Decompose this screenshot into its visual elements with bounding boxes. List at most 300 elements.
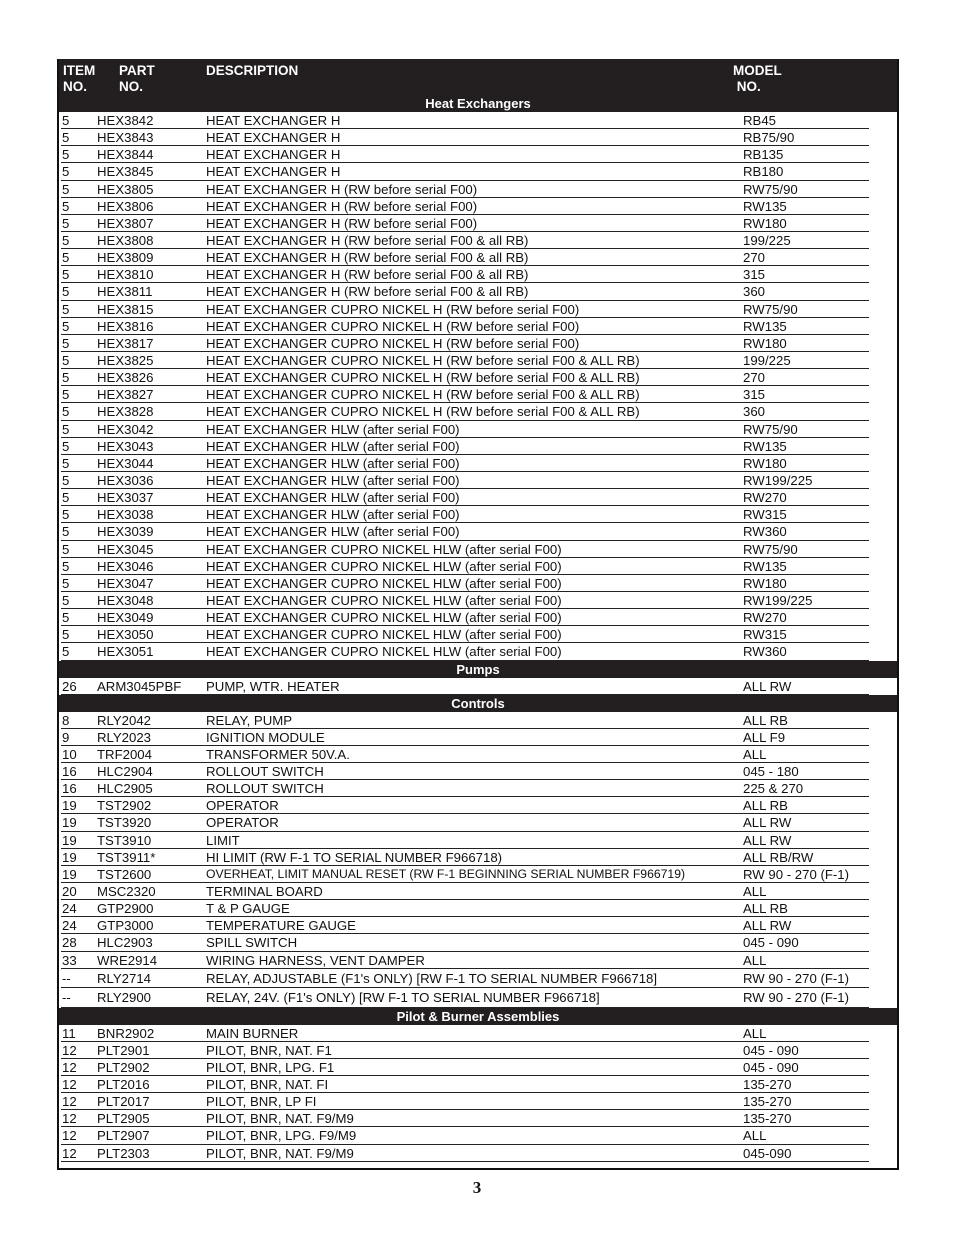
item-cell: 5 xyxy=(62,335,70,351)
part-cell: HEX3817 xyxy=(97,335,154,351)
part-cell: HEX3828 xyxy=(97,404,154,420)
part-cell: HEX3039 xyxy=(97,524,154,540)
item-cell: 5 xyxy=(62,404,70,420)
description-cell: RELAY, PUMP xyxy=(206,712,292,728)
item-cell: 5 xyxy=(62,387,70,403)
model-cell: 135-270 xyxy=(743,1111,792,1127)
table-row xyxy=(59,832,897,849)
model-cell: ALL RB xyxy=(743,798,788,814)
part-cell: HEX3811 xyxy=(97,284,153,300)
part-cell: HEX3049 xyxy=(97,610,154,626)
description-cell: PILOT, BNR, NAT. FI xyxy=(206,1076,329,1092)
item-cell: 12 xyxy=(62,1094,77,1110)
item-cell: 12 xyxy=(62,1111,77,1127)
description-cell: HEAT EXCHANGER HLW (after serial F00) xyxy=(206,455,460,471)
description-cell: IGNITION MODULE xyxy=(206,729,325,745)
section-header: Heat Exchangers xyxy=(59,95,897,112)
table-row xyxy=(59,1110,897,1127)
table-row xyxy=(59,780,897,797)
part-cell: HEX3047 xyxy=(97,575,154,591)
table-row xyxy=(59,266,897,283)
model-cell: ALL RW xyxy=(743,815,792,831)
item-cell: 12 xyxy=(62,1042,77,1058)
item-cell: 19 xyxy=(62,849,77,865)
model-cell: RW 90 - 270 (F-1) xyxy=(743,990,850,1006)
model-cell: 045 - 090 xyxy=(743,1042,799,1058)
item-cell: 9 xyxy=(62,729,70,745)
description-cell: HEAT EXCHANGER CUPRO NICKEL HLW (after serial F00) xyxy=(206,575,562,591)
part-cell: PLT2901 xyxy=(97,1042,150,1058)
description-cell: TERMINAL BOARD xyxy=(206,884,323,900)
description-cell: PILOT, BNR, LPG. F9/M9 xyxy=(206,1128,357,1144)
description-cell: HEAT EXCHANGER CUPRO NICKEL H (RW before serial F00) xyxy=(206,318,580,334)
table-row xyxy=(59,215,897,232)
description-cell: HEAT EXCHANGER HLW (after serial F00) xyxy=(206,472,460,488)
description-cell: OPERATOR xyxy=(206,798,279,814)
item-cell: 5 xyxy=(62,507,70,523)
part-cell: PLT2905 xyxy=(97,1111,150,1127)
model-cell: ALL RW xyxy=(743,918,792,934)
table-row xyxy=(59,335,897,352)
model-cell: 315 xyxy=(743,387,766,403)
description-cell: RELAY, ADJUSTABLE (F1's ONLY) [RW F-1 TO SERIAL NUMBER F966718] xyxy=(206,970,658,986)
table-row xyxy=(59,369,897,386)
description-cell: ROLLOUT SWITCH xyxy=(206,781,324,797)
table-row xyxy=(59,1025,897,1042)
part-cell: HEX3051 xyxy=(97,644,154,660)
part-cell: PLT2016 xyxy=(97,1076,150,1092)
part-cell: HLC2903 xyxy=(97,935,153,951)
item-cell: 5 xyxy=(62,267,70,283)
description-cell: HEAT EXCHANGER H (RW before serial F00) xyxy=(206,198,478,214)
model-cell: RW135 xyxy=(743,558,787,574)
model-cell: ALL xyxy=(743,1128,767,1144)
part-cell: HEX3816 xyxy=(97,318,154,334)
table-row xyxy=(59,900,897,917)
part-cell: HEX3827 xyxy=(97,387,154,403)
item-cell: 5 xyxy=(62,610,70,626)
model-cell: RW75/90 xyxy=(743,541,798,557)
model-cell: RW199/225 xyxy=(743,592,813,608)
table-row xyxy=(59,146,897,163)
description-cell: HEAT EXCHANGER H (RW before serial F00) xyxy=(206,215,478,231)
model-cell: 199/225 xyxy=(743,232,791,248)
part-cell: TST3910 xyxy=(97,832,152,848)
item-cell: 5 xyxy=(62,558,70,574)
description-cell: HEAT EXCHANGER CUPRO NICKEL H (RW before serial F00) xyxy=(206,301,580,317)
model-cell: RW75/90 xyxy=(743,421,798,437)
part-cell: TRF2004 xyxy=(97,746,152,762)
model-cell: RW 90 - 270 (F-1) xyxy=(743,866,850,882)
part-cell: HEX3805 xyxy=(97,181,154,197)
description-cell: TEMPERATURE GAUGE xyxy=(206,918,356,934)
part-cell: HEX3807 xyxy=(97,215,154,231)
model-cell: 135-270 xyxy=(743,1076,792,1092)
table-row xyxy=(59,934,897,951)
part-cell: HEX3808 xyxy=(97,232,154,248)
description-cell: HEAT EXCHANGER HLW (after serial F00) xyxy=(206,507,460,523)
part-cell: RLY2042 xyxy=(97,712,152,728)
page-number: 3 xyxy=(472,1178,482,1197)
description-cell: HEAT EXCHANGER CUPRO NICKEL HLW (after serial F00) xyxy=(206,558,562,574)
model-cell: RB75/90 xyxy=(743,130,795,146)
description-cell: HEAT EXCHANGER CUPRO NICKEL HLW (after serial F00) xyxy=(206,627,562,643)
table-row xyxy=(59,952,897,969)
table-row xyxy=(59,883,897,900)
model-cell: ALL RB/RW xyxy=(743,849,814,865)
table-row xyxy=(59,797,897,814)
item-cell: 12 xyxy=(62,1059,77,1075)
item-cell: 5 xyxy=(62,524,70,540)
model-cell: 199/225 xyxy=(743,352,791,368)
item-cell: 8 xyxy=(62,712,70,728)
parts-table xyxy=(57,59,899,1170)
table-row xyxy=(59,129,897,146)
item-cell: 5 xyxy=(62,181,70,197)
item-cell: 5 xyxy=(62,198,70,214)
model-cell: ALL xyxy=(743,1025,767,1041)
description-cell: OVERHEAT, LIMIT MANUAL RESET (RW F-1 BEGINNING SERIAL NUMBER F966719) xyxy=(206,866,686,881)
item-cell: 16 xyxy=(62,764,77,780)
table-row xyxy=(59,541,897,558)
part-cell: HEX3842 xyxy=(97,113,154,128)
item-cell: 24 xyxy=(62,901,77,917)
part-cell: HEX3045 xyxy=(97,541,154,557)
item-cell: 5 xyxy=(62,284,70,300)
item-cell: 5 xyxy=(62,113,70,128)
part-cell: BNR2902 xyxy=(97,1025,155,1041)
table-row xyxy=(59,112,897,129)
table-row xyxy=(59,523,897,540)
part-cell: RLY2023 xyxy=(97,729,152,745)
model-cell: ALL xyxy=(743,884,767,900)
item-cell: 5 xyxy=(62,370,70,386)
table-row xyxy=(59,814,897,831)
part-cell: TST2600 xyxy=(97,866,152,882)
description-cell: ROLLOUT SWITCH xyxy=(206,764,324,780)
description-cell: HEAT EXCHANGER HLW (after serial F00) xyxy=(206,421,460,437)
part-cell: HLC2904 xyxy=(97,764,153,780)
model-cell: ALL RW xyxy=(743,678,792,694)
description-cell: PILOT, BNR, LPG. F1 xyxy=(206,1059,335,1075)
part-cell: PLT2017 xyxy=(97,1094,150,1110)
part-cell: GTP3000 xyxy=(97,918,154,934)
table-row xyxy=(59,712,897,729)
part-cell: TST3911* xyxy=(97,849,156,865)
part-cell: HEX3042 xyxy=(97,421,154,437)
header-model-no: MODEL NO. xyxy=(733,63,782,94)
model-cell: RW135 xyxy=(743,198,787,214)
section-header: Controls xyxy=(59,695,897,712)
part-cell: HEX3048 xyxy=(97,592,154,608)
description-cell: HEAT EXCHANGER CUPRO NICKEL H (RW before serial F00 & ALL RB) xyxy=(206,370,640,386)
table-row xyxy=(59,506,897,523)
item-cell: 26 xyxy=(62,678,77,694)
section-header: Pumps xyxy=(59,661,897,678)
model-cell: ALL xyxy=(743,746,767,762)
item-cell: 5 xyxy=(62,215,70,231)
item-cell: 12 xyxy=(62,1076,77,1092)
model-cell: RW180 xyxy=(743,335,787,351)
table-row xyxy=(59,746,897,763)
description-cell: LIMIT xyxy=(206,832,240,848)
model-cell: 045 - 180 xyxy=(743,764,799,780)
table-row xyxy=(59,198,897,215)
item-cell: 5 xyxy=(62,352,70,368)
model-cell: 225 & 270 xyxy=(743,781,804,797)
model-cell: 360 xyxy=(743,284,766,300)
item-cell: -- xyxy=(62,970,71,986)
model-cell: RB180 xyxy=(743,164,784,180)
description-cell: HEAT EXCHANGER H xyxy=(206,147,341,163)
part-cell: HEX3825 xyxy=(97,352,154,368)
table-row xyxy=(59,1093,897,1110)
table-row xyxy=(59,1042,897,1059)
item-cell: 5 xyxy=(62,438,70,454)
description-cell: HEAT EXCHANGER CUPRO NICKEL H (RW before serial F00 & ALL RB) xyxy=(206,404,640,420)
description-cell: OPERATOR xyxy=(206,815,279,831)
description-cell: PILOT, BNR, NAT. F1 xyxy=(206,1042,332,1058)
description-cell: MAIN BURNER xyxy=(206,1025,299,1041)
item-cell: 5 xyxy=(62,490,70,506)
table-row xyxy=(59,472,897,489)
item-cell: 19 xyxy=(62,866,77,882)
table-row xyxy=(59,626,897,643)
item-cell: 5 xyxy=(62,232,70,248)
description-cell: HI LIMIT (RW F-1 TO SERIAL NUMBER F966718) xyxy=(206,849,503,865)
part-cell: PLT2303 xyxy=(97,1145,150,1161)
item-cell: 5 xyxy=(62,644,70,660)
table-row xyxy=(59,421,897,438)
description-cell: HEAT EXCHANGER CUPRO NICKEL HLW (after serial F00) xyxy=(206,610,562,626)
model-cell: ALL RB xyxy=(743,901,788,917)
model-cell: RW135 xyxy=(743,318,787,334)
description-cell: HEAT EXCHANGER H (RW before serial F00 & all RB) xyxy=(206,267,529,283)
table-row xyxy=(59,917,897,934)
item-cell: 5 xyxy=(62,627,70,643)
description-cell: TRANSFORMER 50V.A. xyxy=(206,746,350,762)
part-cell: HEX3810 xyxy=(97,267,154,283)
model-cell: RW180 xyxy=(743,575,787,591)
model-cell: ALL RW xyxy=(743,832,792,848)
description-cell: PILOT, BNR, LP FI xyxy=(206,1094,317,1110)
description-cell: HEAT EXCHANGER CUPRO NICKEL HLW (after serial F00) xyxy=(206,592,562,608)
table-row xyxy=(59,386,897,403)
item-cell: 5 xyxy=(62,250,70,266)
item-cell: 5 xyxy=(62,130,70,146)
part-cell: PLT2902 xyxy=(97,1059,150,1075)
table-row xyxy=(59,1145,897,1162)
model-cell: RW360 xyxy=(743,524,787,540)
table-row xyxy=(59,403,897,420)
description-cell: HEAT EXCHANGER HLW (after serial F00) xyxy=(206,490,460,506)
part-cell: HEX3806 xyxy=(97,198,154,214)
model-cell: ALL xyxy=(743,952,767,968)
model-cell: 045-090 xyxy=(743,1145,792,1161)
section-header: Pilot & Burner Assemblies xyxy=(59,1008,897,1025)
item-cell: 11 xyxy=(62,1025,76,1041)
item-cell: 5 xyxy=(62,147,70,163)
description-cell: HEAT EXCHANGER H xyxy=(206,130,341,146)
part-cell: HLC2905 xyxy=(97,781,153,797)
description-cell: RELAY, 24V. (F1's ONLY) [RW F-1 TO SERIAL NUMBER F966718] xyxy=(206,990,600,1006)
table-bottom-spacer xyxy=(59,1162,897,1168)
model-cell: 360 xyxy=(743,404,766,420)
part-cell: HEX3036 xyxy=(97,472,154,488)
table-row xyxy=(59,1059,897,1076)
item-cell: 5 xyxy=(62,421,70,437)
table-row xyxy=(59,163,897,180)
table-row xyxy=(59,849,897,866)
part-cell: HEX3043 xyxy=(97,438,154,454)
part-cell: HEX3845 xyxy=(97,164,154,180)
table-row xyxy=(59,866,897,883)
part-cell: HEX3050 xyxy=(97,627,154,643)
description-cell: PUMP, WTR. HEATER xyxy=(206,678,340,694)
item-cell: 5 xyxy=(62,164,70,180)
model-cell: RW180 xyxy=(743,215,787,231)
table-row xyxy=(59,592,897,609)
part-cell: RLY2900 xyxy=(97,990,152,1006)
part-cell: PLT2907 xyxy=(97,1128,150,1144)
description-cell: HEAT EXCHANGER H xyxy=(206,164,341,180)
item-cell: 33 xyxy=(62,952,77,968)
item-cell: 10 xyxy=(62,746,77,762)
table-header xyxy=(59,59,897,95)
table-row xyxy=(59,232,897,249)
description-cell: HEAT EXCHANGER H (RW before serial F00 & all RB) xyxy=(206,284,529,300)
description-cell: WIRING HARNESS, VENT DAMPER xyxy=(206,952,425,968)
table-row xyxy=(59,1076,897,1093)
model-cell: RW135 xyxy=(743,438,787,454)
item-cell: 24 xyxy=(62,918,77,934)
model-cell: 045 - 090 xyxy=(743,935,799,951)
model-cell: RW270 xyxy=(743,490,787,506)
part-cell: RLY2714 xyxy=(97,970,152,986)
model-cell: RW180 xyxy=(743,455,787,471)
part-cell: WRE2914 xyxy=(97,952,158,968)
part-cell: HEX3038 xyxy=(97,507,154,523)
model-cell: RW75/90 xyxy=(743,301,798,317)
model-cell: RW360 xyxy=(743,644,787,660)
table-row xyxy=(59,729,897,746)
model-cell: 135-270 xyxy=(743,1094,792,1110)
part-cell: MSC2320 xyxy=(97,884,156,900)
model-cell: 045 - 090 xyxy=(743,1059,799,1075)
table-row xyxy=(59,678,897,695)
part-cell: HEX3843 xyxy=(97,130,154,146)
part-cell: TST3920 xyxy=(97,815,152,831)
description-cell: HEAT EXCHANGER CUPRO NICKEL H (RW before serial F00 & ALL RB) xyxy=(206,387,640,403)
part-cell: GTP2900 xyxy=(97,901,154,917)
description-cell: HEAT EXCHANGER H (RW before serial F00) xyxy=(206,181,478,197)
model-cell: RW270 xyxy=(743,610,787,626)
part-cell: HEX3844 xyxy=(97,147,154,163)
item-cell: 16 xyxy=(62,781,77,797)
table-row xyxy=(59,352,897,369)
description-cell: HEAT EXCHANGER H xyxy=(206,113,341,128)
part-cell: HEX3037 xyxy=(97,490,154,506)
model-cell: ALL F9 xyxy=(743,729,786,745)
table-row xyxy=(59,455,897,472)
item-cell: 12 xyxy=(62,1128,77,1144)
table-row xyxy=(59,318,897,335)
model-cell: RW199/225 xyxy=(743,472,813,488)
item-cell: 20 xyxy=(62,884,77,900)
table-row xyxy=(59,181,897,198)
model-cell: 315 xyxy=(743,267,766,283)
item-cell: 19 xyxy=(62,832,77,848)
table-row xyxy=(59,489,897,506)
table-row xyxy=(59,301,897,318)
table-row xyxy=(59,438,897,455)
model-cell: RB45 xyxy=(743,113,776,128)
item-cell: 5 xyxy=(62,455,70,471)
part-cell: HEX3044 xyxy=(97,455,154,471)
table-row xyxy=(59,643,897,660)
model-cell: 270 xyxy=(743,370,766,386)
description-cell: HEAT EXCHANGER CUPRO NICKEL H (RW before serial F00) xyxy=(206,335,580,351)
description-cell: PILOT, BNR, NAT. F9/M9 xyxy=(206,1145,354,1161)
model-cell: ALL RB xyxy=(743,712,788,728)
model-cell: RW 90 - 270 (F-1) xyxy=(743,970,850,986)
model-cell: RW315 xyxy=(743,627,787,643)
table-row xyxy=(59,249,897,266)
item-cell: 5 xyxy=(62,472,70,488)
header-part-no: PART NO. xyxy=(119,63,155,94)
table-row xyxy=(59,1127,897,1144)
header-description: DESCRIPTION xyxy=(206,63,299,78)
item-cell: 19 xyxy=(62,798,77,814)
item-cell: 5 xyxy=(62,318,70,334)
description-cell: T & P GAUGE xyxy=(206,901,290,917)
description-cell: HEAT EXCHANGER H (RW before serial F00 & all RB) xyxy=(206,232,529,248)
table-row xyxy=(59,575,897,592)
part-cell: HEX3815 xyxy=(97,301,154,317)
model-cell: RW315 xyxy=(743,507,787,523)
model-cell: RW75/90 xyxy=(743,181,798,197)
part-cell: HEX3046 xyxy=(97,558,154,574)
part-cell: HEX3809 xyxy=(97,250,154,266)
table-body xyxy=(59,95,897,1168)
item-cell: 28 xyxy=(62,935,77,951)
item-cell: 19 xyxy=(62,815,77,831)
model-cell: 270 xyxy=(743,250,766,266)
description-cell: HEAT EXCHANGER CUPRO NICKEL HLW (after serial F00) xyxy=(206,541,562,557)
item-cell: 5 xyxy=(62,592,70,608)
model-cell: RB135 xyxy=(743,147,784,163)
description-cell: HEAT EXCHANGER CUPRO NICKEL H (RW before serial F00 & ALL RB) xyxy=(206,352,640,368)
part-cell: HEX3826 xyxy=(97,370,154,386)
part-cell: ARM3045PBF xyxy=(97,678,182,694)
table-row xyxy=(59,969,897,988)
table-row xyxy=(59,558,897,575)
description-cell: HEAT EXCHANGER HLW (after serial F00) xyxy=(206,524,460,540)
item-cell: 5 xyxy=(62,301,70,317)
description-cell: HEAT EXCHANGER HLW (after serial F00) xyxy=(206,438,460,454)
description-cell: HEAT EXCHANGER H (RW before serial F00 & all RB) xyxy=(206,250,529,266)
item-cell: 12 xyxy=(62,1145,77,1161)
table-row xyxy=(59,283,897,300)
header-item-no: ITEM NO. xyxy=(63,63,96,94)
item-cell: 5 xyxy=(62,541,70,557)
description-cell: HEAT EXCHANGER CUPRO NICKEL HLW (after serial F00) xyxy=(206,644,562,660)
description-cell: SPILL SWITCH xyxy=(206,935,298,951)
item-cell: 5 xyxy=(62,575,70,591)
part-cell: TST2902 xyxy=(97,798,152,814)
item-cell: -- xyxy=(62,990,71,1006)
description-cell: PILOT, BNR, NAT. F9/M9 xyxy=(206,1111,354,1127)
